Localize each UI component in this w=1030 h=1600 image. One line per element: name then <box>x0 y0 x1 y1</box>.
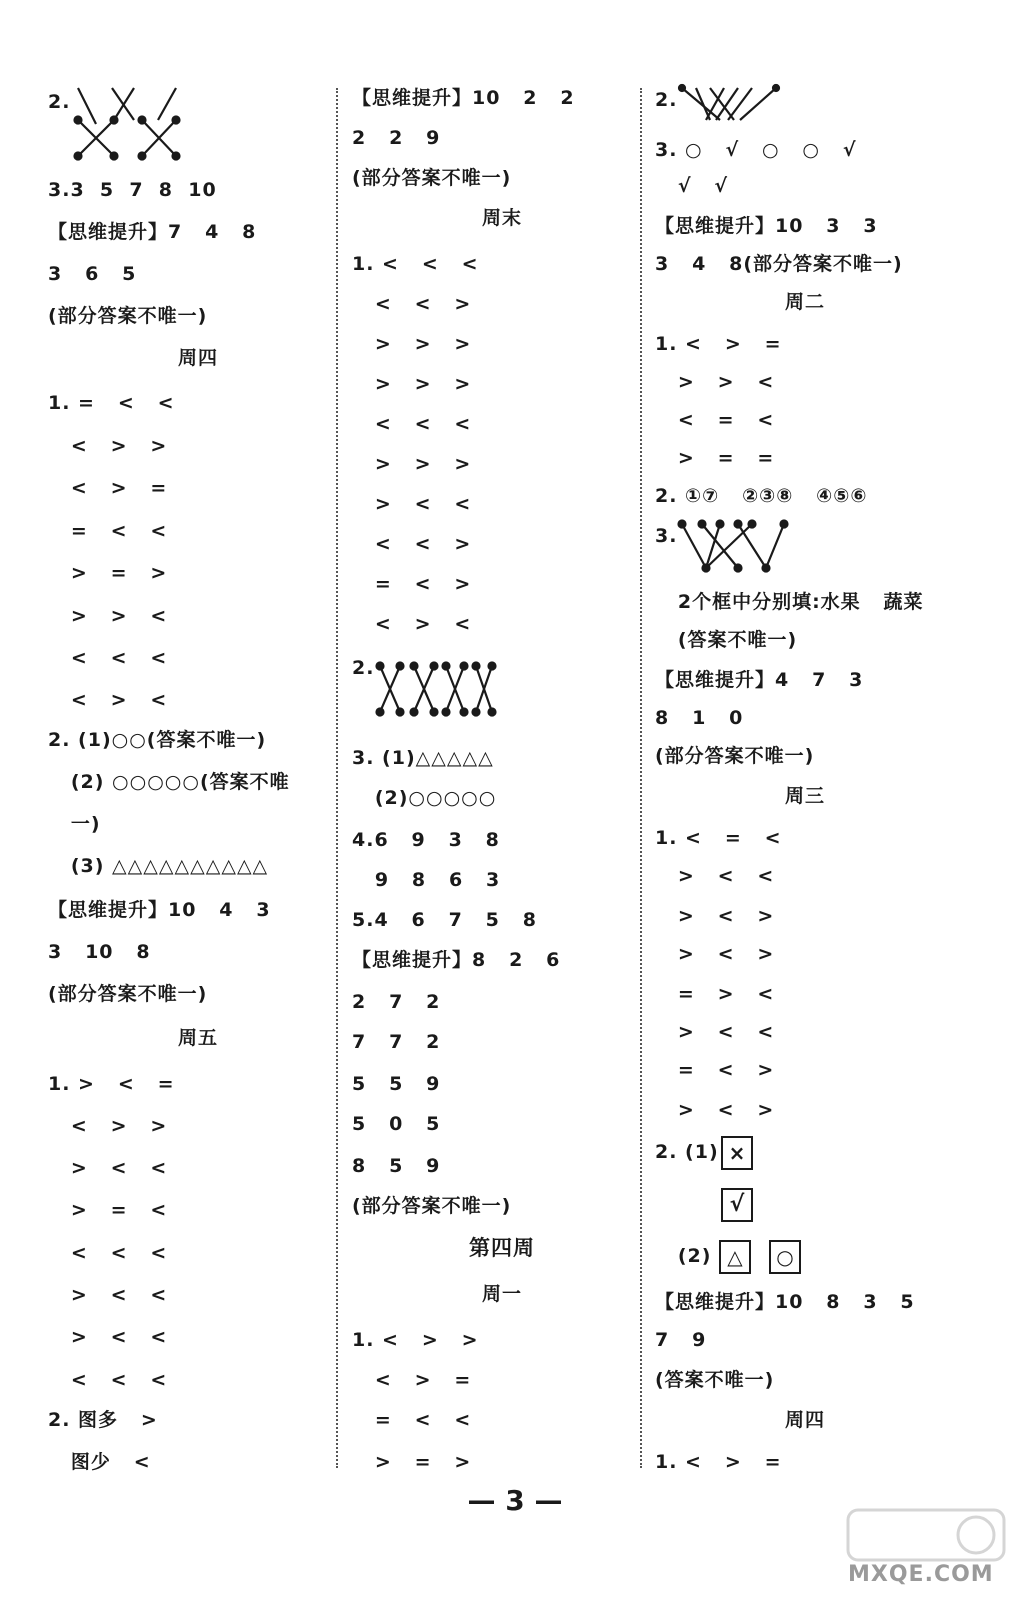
answer-line: 【思维提升】10 2 2 <box>352 87 575 109</box>
answer-line: 2. (1)○○(答案不唯一) <box>48 729 267 751</box>
answer-line: 2个框中分别填:水果 蔬菜 <box>655 591 924 613</box>
answer-line: > > > <box>352 453 472 475</box>
answer-line: (部分答案不唯一) <box>352 1195 512 1217</box>
answer-line: 7 9 <box>655 1329 707 1351</box>
answer-line: 2. <box>352 657 375 679</box>
answer-line: 【思维提升】7 4 8 <box>48 221 257 243</box>
matching-lines-col2 <box>374 660 498 720</box>
answer-line: 4.6 9 3 8 <box>352 829 500 851</box>
answer-line: 2 7 2 <box>352 991 441 1013</box>
answer-line: > > > <box>352 333 472 355</box>
answer-line: 【思维提升】10 4 3 <box>48 899 271 921</box>
answer-line: < = < <box>655 409 775 431</box>
answer-line: 7 7 2 <box>352 1031 441 1053</box>
answer-line: < < > <box>352 293 472 315</box>
answer-line: 1. = < < <box>48 392 175 414</box>
matching-lines-col1 <box>72 84 192 162</box>
answer-line: > > < <box>655 371 775 393</box>
answer-line: < > < <box>48 689 168 711</box>
page-number: — 3 — <box>467 1484 563 1517</box>
answer-line: 2. ①⑦ ②③⑧ ④⑤⑥ <box>655 485 868 507</box>
answer-line: (部分答案不唯一) <box>48 305 208 327</box>
answer-line: > < < <box>48 1157 168 1179</box>
answer-line: < < > <box>352 533 472 555</box>
boxed-check: √ <box>721 1188 753 1222</box>
day-heading: 周末 <box>481 207 522 229</box>
answer-line: (2) ○○○○○(答案不唯 <box>48 771 290 793</box>
answer-line: 1. > < = <box>48 1073 175 1095</box>
answer-line: 【思维提升】10 3 3 <box>655 215 878 237</box>
answer-line: 2. <box>655 89 678 111</box>
answer-line: > < < <box>48 1326 168 1348</box>
answer-line: 3. (1)△△△△△ <box>352 747 494 769</box>
answer-line: > = < <box>48 1199 168 1221</box>
answer-line: (3) △△△△△△△△△△ <box>48 855 269 877</box>
answer-line: 5 5 9 <box>352 1073 441 1095</box>
answer-line: = < > <box>352 573 472 595</box>
answer-line: 1. < < < <box>352 253 479 275</box>
answer-line: 8 5 9 <box>352 1155 441 1177</box>
answer-line: = < > <box>655 1059 775 1081</box>
answer-line: (部分答案不唯一) <box>48 983 208 1005</box>
answer-line: > < > <box>655 905 775 927</box>
answer-line: = < < <box>48 520 168 542</box>
day-heading: 周一 <box>481 1283 522 1305</box>
answer-line: = > < <box>655 983 775 1005</box>
answer-line: > < < <box>655 865 775 887</box>
day-heading: 周四 <box>177 347 218 369</box>
answer-line: 【思维提升】8 2 6 <box>352 949 561 971</box>
answer-line: (2)○○○○○ <box>352 787 497 809</box>
answer-line: > < > <box>655 943 775 965</box>
answer-line: < < < <box>48 647 168 669</box>
answer-line: (答案不唯一) <box>655 629 798 651</box>
answer-line: 1. < > = <box>655 1451 782 1473</box>
answer-line: > < > <box>655 1099 775 1121</box>
answer-line: 1. < = < <box>655 827 782 849</box>
answer-line: 3 4 8(部分答案不唯一) <box>655 253 903 275</box>
answer-line: < < < <box>48 1242 168 1264</box>
answer-line: < > > <box>48 1115 168 1137</box>
answer-line: > > > <box>352 373 472 395</box>
answer-line: > = > <box>48 562 168 584</box>
answer-line: 一) <box>48 813 101 835</box>
answer-line: (部分答案不唯一) <box>655 745 815 767</box>
boxed-cross: × <box>721 1136 753 1170</box>
answer-line: 【思维提升】10 8 3 5 <box>655 1291 915 1313</box>
answer-line: √ √ <box>655 175 729 197</box>
matching-lines-col3-mid <box>676 518 792 574</box>
answer-line: > = > <box>352 1451 472 1473</box>
answer-line: < > = <box>48 477 168 499</box>
answer-line: 5 0 5 <box>352 1113 441 1135</box>
answer-line: (部分答案不唯一) <box>352 167 512 189</box>
answer-line: 5.4 6 7 5 8 <box>352 909 537 931</box>
watermark-text: MXQE.COM <box>848 1562 994 1587</box>
answer-line: 图少 < <box>48 1451 151 1473</box>
answer-line: 2. 图多 > <box>48 1409 158 1431</box>
answer-line: (答案不唯一) <box>655 1369 775 1391</box>
answer-line: > > < <box>48 605 168 627</box>
matching-lines-col3-top <box>676 82 786 126</box>
answer-line: < > = <box>352 1369 472 1391</box>
answer-line: 3 10 8 <box>48 941 151 963</box>
answer-line: 1. < > = <box>655 333 782 355</box>
boxed-triangle: △ <box>719 1240 751 1274</box>
answer-line: < < < <box>48 1369 168 1391</box>
answer-line: < > > <box>48 435 168 457</box>
answer-line: 8 1 0 <box>655 707 744 729</box>
answer-line: > < < <box>48 1284 168 1306</box>
week-heading: 第四周 <box>469 1235 535 1260</box>
boxed-circle: ○ <box>769 1240 801 1274</box>
answer-line: > = = <box>655 447 775 469</box>
answer-line: 2. <box>48 91 71 113</box>
day-heading: 周四 <box>784 1409 825 1431</box>
answer-line: 3. ○ √ ○ ○ √ <box>655 139 857 161</box>
answer-line: (2) <box>655 1245 712 1267</box>
answer-line: 3 6 5 <box>48 263 137 285</box>
answer-line: > < < <box>655 1021 775 1043</box>
answer-line: 2 2 9 <box>352 127 441 149</box>
day-heading: 周二 <box>784 291 825 313</box>
answer-line: 【思维提升】4 7 3 <box>655 669 864 691</box>
answer-line: 3. <box>655 525 678 547</box>
day-heading: 周三 <box>784 785 825 807</box>
answer-line: 1. < > > <box>352 1329 479 1351</box>
answer-line: 2. (1) <box>655 1141 719 1163</box>
answer-line: 3.3 5 7 8 10 <box>48 179 217 201</box>
answer-line: < > < <box>352 613 472 635</box>
answer-line: 9 8 6 3 <box>352 869 501 891</box>
day-heading: 周五 <box>177 1027 218 1049</box>
answer-line: = < < <box>352 1409 472 1431</box>
answer-line: > < < <box>352 493 472 515</box>
answer-line: < < < <box>352 413 472 435</box>
